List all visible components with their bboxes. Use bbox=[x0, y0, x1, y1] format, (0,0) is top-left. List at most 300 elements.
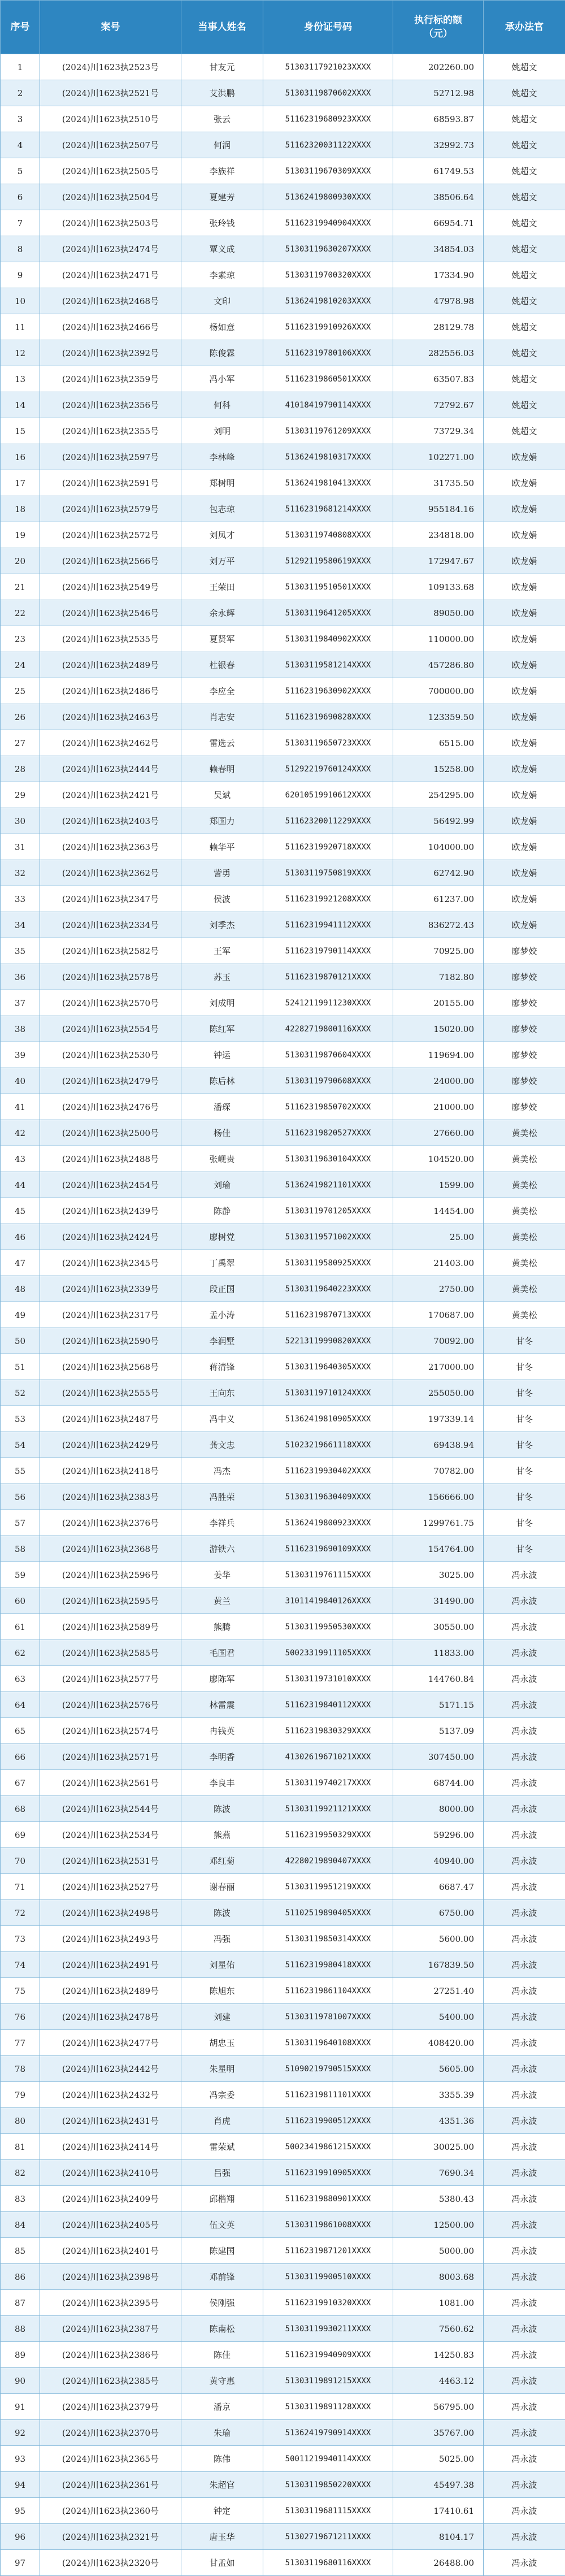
cell-amount: 47978.98 bbox=[393, 288, 484, 314]
cell-id-number: 51303119710124XXXX bbox=[263, 1380, 393, 1406]
cell-amount: 20155.00 bbox=[393, 990, 484, 1016]
cell-case-number: (2024)川1623执2479号 bbox=[40, 1068, 181, 1094]
table-row bbox=[1, 834, 565, 860]
table-row bbox=[1, 496, 565, 522]
cell-judge: 黄美松 bbox=[484, 1198, 565, 1224]
cell-party-name: 姜华 bbox=[181, 1562, 263, 1588]
cell-case-number: (2024)川1623执2361号 bbox=[40, 2472, 181, 2498]
cell-id-number: 51162319921208XXXX bbox=[263, 886, 393, 912]
cell-amount: 282556.03 bbox=[393, 340, 484, 366]
cell-id-number: 51362419810203XXXX bbox=[263, 288, 393, 314]
table-row bbox=[1, 2550, 565, 2576]
cell-id-number: 51303119630207XXXX bbox=[263, 236, 393, 262]
cell-amount: 5380.43 bbox=[393, 2186, 484, 2212]
cell-amount: 156666.00 bbox=[393, 1484, 484, 1510]
cell-id-number: 51162319850702XXXX bbox=[263, 1094, 393, 1120]
cell-amount: 32992.73 bbox=[393, 132, 484, 158]
cell-id-number: 51162319680923XXXX bbox=[263, 106, 393, 132]
cell-judge: 姚超文 bbox=[484, 340, 565, 366]
cell-case-number: (2024)川1623执2439号 bbox=[40, 1198, 181, 1224]
table-row bbox=[1, 2368, 565, 2394]
cell-id-number: 51162319830329XXXX bbox=[263, 1718, 393, 1744]
cell-judge: 廖梦姣 bbox=[484, 938, 565, 964]
cell-party-name: 邓红菊 bbox=[181, 1848, 263, 1874]
cell-id-number: 51303117921023XXXX bbox=[263, 54, 393, 80]
cell-judge: 黄美松 bbox=[484, 1250, 565, 1276]
cell-judge: 冯永波 bbox=[484, 2342, 565, 2368]
cell-judge: 廖梦姣 bbox=[484, 1094, 565, 1120]
cell-case-number: (2024)川1623执2510号 bbox=[40, 106, 181, 132]
cell-case-number: (2024)川1623执2478号 bbox=[40, 2004, 181, 2030]
cell-judge: 甘冬 bbox=[484, 1458, 565, 1484]
cell-id-number: 41302619671021XXXX bbox=[263, 1744, 393, 1770]
cell-case-number: (2024)川1623执2585号 bbox=[40, 1640, 181, 1666]
cell-judge: 廖梦姣 bbox=[484, 1016, 565, 1042]
cell-amount: 72792.67 bbox=[393, 392, 484, 418]
cell-amount: 234818.00 bbox=[393, 522, 484, 548]
cell-party-name: 熊燕 bbox=[181, 1822, 263, 1848]
cell-judge: 冯永波 bbox=[484, 2186, 565, 2212]
cell-amount: 59296.00 bbox=[393, 1822, 484, 1848]
cell-judge: 冯永波 bbox=[484, 2160, 565, 2186]
cell-party-name: 郑树明 bbox=[181, 470, 263, 496]
cell-case-number: (2024)川1623执2317号 bbox=[40, 1302, 181, 1328]
cell-judge: 冯永波 bbox=[484, 2212, 565, 2238]
cell-amount: 68744.00 bbox=[393, 1770, 484, 1796]
cell-party-name: 潘琛 bbox=[181, 1094, 263, 1120]
cell-case-number: (2024)川1623执2392号 bbox=[40, 340, 181, 366]
table-row bbox=[1, 2264, 565, 2290]
cell-amount: 5605.00 bbox=[393, 2056, 484, 2082]
cell-id-number: 51162319880901XXXX bbox=[263, 2186, 393, 2212]
cell-id-number: 51303119870604XXXX bbox=[263, 1042, 393, 1068]
cell-id-number: 51303119680116XXXX bbox=[263, 2550, 393, 2576]
cell-judge: 甘冬 bbox=[484, 1380, 565, 1406]
cell-party-name: 李润墅 bbox=[181, 1328, 263, 1354]
table-row bbox=[1, 808, 565, 834]
cell-judge: 冯永波 bbox=[484, 1640, 565, 1666]
cell-amount: 5600.00 bbox=[393, 1926, 484, 1952]
cell-id-number: 51362419810413XXXX bbox=[263, 470, 393, 496]
cell-judge: 冯永波 bbox=[484, 1692, 565, 1718]
cell-judge: 冯永波 bbox=[484, 2134, 565, 2160]
cell-judge: 甘冬 bbox=[484, 1510, 565, 1536]
cell-amount: 31735.50 bbox=[393, 470, 484, 496]
table-row bbox=[1, 236, 565, 262]
cell-id-number: 51303119840902XXXX bbox=[263, 626, 393, 652]
cell-party-name: 刘瑜 bbox=[181, 1172, 263, 1198]
cell-case-number: (2024)川1623执2582号 bbox=[40, 938, 181, 964]
cell-seq: 64 bbox=[1, 1692, 40, 1718]
cell-seq: 81 bbox=[1, 2134, 40, 2160]
table-row bbox=[1, 2186, 565, 2212]
cell-party-name: 王向东 bbox=[181, 1380, 263, 1406]
cell-case-number: (2024)川1623执2442号 bbox=[40, 2056, 181, 2082]
cell-id-number: 51162319811101XXXX bbox=[263, 2082, 393, 2108]
table-row bbox=[1, 314, 565, 340]
cell-amount: 17334.90 bbox=[393, 262, 484, 288]
cell-party-name: 苏玉 bbox=[181, 964, 263, 990]
cell-amount: 110000.00 bbox=[393, 626, 484, 652]
cell-party-name: 陈建国 bbox=[181, 2238, 263, 2264]
cell-judge: 冯永波 bbox=[484, 1978, 565, 2004]
table-row bbox=[1, 132, 565, 158]
table-row bbox=[1, 1952, 565, 1978]
table-row bbox=[1, 54, 565, 80]
cell-party-name: 潘京 bbox=[181, 2394, 263, 2420]
cell-case-number: (2024)川1623执2568号 bbox=[40, 1354, 181, 1380]
cell-case-number: (2024)川1623执2505号 bbox=[40, 158, 181, 184]
cell-case-number: (2024)川1623执2521号 bbox=[40, 80, 181, 106]
cell-judge: 黄美松 bbox=[484, 1302, 565, 1328]
cell-seq: 25 bbox=[1, 678, 40, 704]
cell-amount: 38506.64 bbox=[393, 184, 484, 210]
cell-case-number: (2024)川1623执2544号 bbox=[40, 1796, 181, 1822]
cell-id-number: 51303119681115XXXX bbox=[263, 2498, 393, 2524]
table-row bbox=[1, 2342, 565, 2368]
cell-party-name: 赖华平 bbox=[181, 834, 263, 860]
cell-party-name: 李素琼 bbox=[181, 262, 263, 288]
header-party-name: 当事人姓名 bbox=[181, 1, 263, 54]
cell-judge: 冯永波 bbox=[484, 1900, 565, 1926]
cell-seq: 78 bbox=[1, 2056, 40, 2082]
cell-amount: 5400.00 bbox=[393, 2004, 484, 2030]
cell-judge: 黄美松 bbox=[484, 1224, 565, 1250]
cell-id-number: 51162319900512XXXX bbox=[263, 2108, 393, 2134]
cell-party-name: 朱瑜 bbox=[181, 2420, 263, 2446]
cell-id-number: 51162319630902XXXX bbox=[263, 678, 393, 704]
cell-amount: 34854.03 bbox=[393, 236, 484, 262]
cell-party-name: 熊腾 bbox=[181, 1614, 263, 1640]
table-row bbox=[1, 1458, 565, 1484]
cell-case-number: (2024)川1623执2503号 bbox=[40, 210, 181, 236]
cell-seq: 70 bbox=[1, 1848, 40, 1874]
cell-id-number: 51162319940904XXXX bbox=[263, 210, 393, 236]
cell-judge: 冯永波 bbox=[484, 2056, 565, 2082]
cell-amount: 457286.80 bbox=[393, 652, 484, 678]
table-row bbox=[1, 210, 565, 236]
cell-amount: 102271.00 bbox=[393, 444, 484, 470]
cell-judge: 甘冬 bbox=[484, 1484, 565, 1510]
table-row bbox=[1, 1510, 565, 1536]
cell-seq: 61 bbox=[1, 1614, 40, 1640]
cell-case-number: (2024)川1623执2595号 bbox=[40, 1588, 181, 1614]
cell-amount: 700000.00 bbox=[393, 678, 484, 704]
table-row bbox=[1, 730, 565, 756]
cell-party-name: 钟运 bbox=[181, 1042, 263, 1068]
cell-id-number: 51303119761115XXXX bbox=[263, 1562, 393, 1588]
cell-judge: 冯永波 bbox=[484, 1770, 565, 1796]
cell-case-number: (2024)川1623执2474号 bbox=[40, 236, 181, 262]
table-row bbox=[1, 1146, 565, 1172]
cell-judge: 甘冬 bbox=[484, 1328, 565, 1354]
table-row bbox=[1, 2004, 565, 2030]
table-row bbox=[1, 1562, 565, 1588]
cell-judge: 欧龙娟 bbox=[484, 652, 565, 678]
cell-seq: 95 bbox=[1, 2498, 40, 2524]
cell-case-number: (2024)川1623执2549号 bbox=[40, 574, 181, 600]
cell-id-number: 52412119911230XXXX bbox=[263, 990, 393, 1016]
cell-case-number: (2024)川1623执2431号 bbox=[40, 2108, 181, 2134]
cell-case-number: (2024)川1623执2531号 bbox=[40, 1848, 181, 1874]
cell-party-name: 甘友元 bbox=[181, 54, 263, 80]
table-row bbox=[1, 1796, 565, 1822]
cell-id-number: 51303119921121XXXX bbox=[263, 1796, 393, 1822]
table-row bbox=[1, 288, 565, 314]
cell-party-name: 刘明 bbox=[181, 418, 263, 444]
table-row bbox=[1, 1900, 565, 1926]
table-row bbox=[1, 1640, 565, 1666]
cell-case-number: (2024)川1623执2487号 bbox=[40, 1406, 181, 1432]
cell-party-name: 陈南松 bbox=[181, 2316, 263, 2342]
cell-amount: 73729.34 bbox=[393, 418, 484, 444]
cell-case-number: (2024)川1623执2334号 bbox=[40, 912, 181, 938]
cell-id-number: 51162319690828XXXX bbox=[263, 704, 393, 730]
cell-id-number: 31011419840126XXXX bbox=[263, 1588, 393, 1614]
cell-id-number: 50011219940114XXXX bbox=[263, 2446, 393, 2472]
cell-judge: 冯永波 bbox=[484, 2004, 565, 2030]
cell-id-number: 51303119731010XXXX bbox=[263, 1666, 393, 1692]
cell-case-number: (2024)川1623执2454号 bbox=[40, 1172, 181, 1198]
cell-id-number: 51302719671211XXXX bbox=[263, 2524, 393, 2550]
cell-case-number: (2024)川1623执2546号 bbox=[40, 600, 181, 626]
cell-amount: 21000.00 bbox=[393, 1094, 484, 1120]
cell-party-name: 何润 bbox=[181, 132, 263, 158]
cell-judge: 冯永波 bbox=[484, 2524, 565, 2550]
cell-amount: 6750.00 bbox=[393, 1900, 484, 1926]
cell-seq: 35 bbox=[1, 938, 40, 964]
cell-party-name: 杜银春 bbox=[181, 652, 263, 678]
cell-seq: 77 bbox=[1, 2030, 40, 2056]
cell-id-number: 51162319950329XXXX bbox=[263, 1822, 393, 1848]
cell-judge: 廖梦姣 bbox=[484, 964, 565, 990]
cell-judge: 姚超文 bbox=[484, 210, 565, 236]
cell-amount: 836272.43 bbox=[393, 912, 484, 938]
cell-judge: 冯永波 bbox=[484, 2082, 565, 2108]
cell-case-number: (2024)川1623执2523号 bbox=[40, 54, 181, 80]
cell-party-name: 林雷震 bbox=[181, 1692, 263, 1718]
cell-amount: 5171.15 bbox=[393, 1692, 484, 1718]
cell-amount: 307450.00 bbox=[393, 1744, 484, 1770]
cell-judge: 冯永波 bbox=[484, 1744, 565, 1770]
cell-seq: 34 bbox=[1, 912, 40, 938]
cell-party-name: 冯杰 bbox=[181, 1458, 263, 1484]
cell-seq: 33 bbox=[1, 886, 40, 912]
cell-case-number: (2024)川1623执2386号 bbox=[40, 2342, 181, 2368]
cell-case-number: (2024)川1623执2498号 bbox=[40, 1900, 181, 1926]
cell-amount: 12500.00 bbox=[393, 2212, 484, 2238]
cell-party-name: 伍文英 bbox=[181, 2212, 263, 2238]
cell-case-number: (2024)川1623执2401号 bbox=[40, 2238, 181, 2264]
table-row bbox=[1, 704, 565, 730]
cell-judge: 欧龙娟 bbox=[484, 730, 565, 756]
cell-party-name: 陈波 bbox=[181, 1900, 263, 1926]
cell-seq: 60 bbox=[1, 1588, 40, 1614]
cell-id-number: 51162319860501XXXX bbox=[263, 366, 393, 392]
header-amount-text: 执行标的额（元） bbox=[407, 14, 470, 41]
cell-seq: 44 bbox=[1, 1172, 40, 1198]
cell-amount: 144760.84 bbox=[393, 1666, 484, 1692]
table-row bbox=[1, 1744, 565, 1770]
cell-amount: 6515.00 bbox=[393, 730, 484, 756]
cell-party-name: 朱星明 bbox=[181, 2056, 263, 2082]
cell-amount: 61749.53 bbox=[393, 158, 484, 184]
cell-judge: 冯永波 bbox=[484, 2290, 565, 2316]
cell-seq: 56 bbox=[1, 1484, 40, 1510]
cell-id-number: 51162320031122XXXX bbox=[263, 132, 393, 158]
cell-seq: 21 bbox=[1, 574, 40, 600]
cell-amount: 63507.83 bbox=[393, 366, 484, 392]
cell-party-name: 吕强 bbox=[181, 2160, 263, 2186]
cell-party-name: 陈后林 bbox=[181, 1068, 263, 1094]
cell-seq: 53 bbox=[1, 1406, 40, 1432]
table-row bbox=[1, 2524, 565, 2550]
cell-id-number: 51362419810317XXXX bbox=[263, 444, 393, 470]
cell-judge: 欧龙娟 bbox=[484, 470, 565, 496]
cell-party-name: 刘成明 bbox=[181, 990, 263, 1016]
cell-seq: 40 bbox=[1, 1068, 40, 1094]
cell-id-number: 51303119580925XXXX bbox=[263, 1250, 393, 1276]
cell-case-number: (2024)川1623执2591号 bbox=[40, 470, 181, 496]
cell-case-number: (2024)川1623执2320号 bbox=[40, 2550, 181, 2576]
cell-judge: 冯永波 bbox=[484, 2030, 565, 2056]
cell-judge: 冯永波 bbox=[484, 2420, 565, 2446]
cell-id-number: 51362419800923XXXX bbox=[263, 1510, 393, 1536]
cell-id-number: 51303119670309XXXX bbox=[263, 158, 393, 184]
table-row bbox=[1, 2030, 565, 2056]
cell-party-name: 冉钱英 bbox=[181, 1718, 263, 1744]
table-row bbox=[1, 2498, 565, 2524]
cell-id-number: 52213119990820XXXX bbox=[263, 1328, 393, 1354]
cell-id-number: 51303119740217XXXX bbox=[263, 1770, 393, 1796]
cell-case-number: (2024)川1623执2360号 bbox=[40, 2498, 181, 2524]
table-row bbox=[1, 1614, 565, 1640]
cell-judge: 黄美松 bbox=[484, 1120, 565, 1146]
cell-judge: 冯永波 bbox=[484, 2446, 565, 2472]
table-row bbox=[1, 80, 565, 106]
table-row bbox=[1, 2134, 565, 2160]
cell-judge: 姚超文 bbox=[484, 392, 565, 418]
cell-party-name: 肖志安 bbox=[181, 704, 263, 730]
cell-seq: 8 bbox=[1, 236, 40, 262]
cell-amount: 21403.00 bbox=[393, 1250, 484, 1276]
cell-judge: 欧龙娟 bbox=[484, 782, 565, 808]
cell-party-name: 甘孟如 bbox=[181, 2550, 263, 2576]
cell-case-number: (2024)川1623执2596号 bbox=[40, 1562, 181, 1588]
cell-case-number: (2024)川1623执2395号 bbox=[40, 2290, 181, 2316]
table-row bbox=[1, 1588, 565, 1614]
table-row bbox=[1, 1120, 565, 1146]
cell-id-number: 51303119870602XXXX bbox=[263, 80, 393, 106]
header-judge: 承办法官 bbox=[484, 1, 565, 54]
table-row bbox=[1, 1250, 565, 1276]
cell-seq: 57 bbox=[1, 1510, 40, 1536]
cell-judge: 欧龙娟 bbox=[484, 626, 565, 652]
cell-amount: 40940.00 bbox=[393, 1848, 484, 1874]
cell-judge: 欧龙娟 bbox=[484, 496, 565, 522]
table-row bbox=[1, 340, 565, 366]
cell-seq: 62 bbox=[1, 1640, 40, 1666]
table-row bbox=[1, 886, 565, 912]
cell-case-number: (2024)川1623执2321号 bbox=[40, 2524, 181, 2550]
cell-judge: 冯永波 bbox=[484, 2264, 565, 2290]
cell-id-number: 51303119581214XXXX bbox=[263, 652, 393, 678]
cell-seq: 89 bbox=[1, 2342, 40, 2368]
cell-case-number: (2024)川1623执2421号 bbox=[40, 782, 181, 808]
cell-amount: 7560.62 bbox=[393, 2316, 484, 2342]
cell-party-name: 唐玉华 bbox=[181, 2524, 263, 2550]
cell-seq: 4 bbox=[1, 132, 40, 158]
table-row bbox=[1, 574, 565, 600]
cell-seq: 55 bbox=[1, 1458, 40, 1484]
cell-case-number: (2024)川1623执2414号 bbox=[40, 2134, 181, 2160]
cell-case-number: (2024)川1623执2507号 bbox=[40, 132, 181, 158]
cell-seq: 92 bbox=[1, 2420, 40, 2446]
table-row bbox=[1, 1484, 565, 1510]
table-row bbox=[1, 1302, 565, 1328]
table-row bbox=[1, 444, 565, 470]
table-row bbox=[1, 158, 565, 184]
cell-id-number: 51162319681214XXXX bbox=[263, 496, 393, 522]
cell-amount: 104520.00 bbox=[393, 1146, 484, 1172]
cell-party-name: 钟定 bbox=[181, 2498, 263, 2524]
cell-case-number: (2024)川1623执2477号 bbox=[40, 2030, 181, 2056]
cell-case-number: (2024)川1623执2409号 bbox=[40, 2186, 181, 2212]
cell-judge: 冯永波 bbox=[484, 1562, 565, 1588]
cell-amount: 1081.00 bbox=[393, 2290, 484, 2316]
cell-amount: 2750.00 bbox=[393, 1276, 484, 1302]
cell-case-number: (2024)川1623执2365号 bbox=[40, 2446, 181, 2472]
cell-seq: 97 bbox=[1, 2550, 40, 2576]
table-row bbox=[1, 2160, 565, 2186]
cell-judge: 姚超文 bbox=[484, 132, 565, 158]
cell-amount: 5137.09 bbox=[393, 1718, 484, 1744]
table-row bbox=[1, 366, 565, 392]
cell-party-name: 黄守惠 bbox=[181, 2368, 263, 2394]
cell-id-number: 51303119750819XXXX bbox=[263, 860, 393, 886]
cell-amount: 27660.00 bbox=[393, 1120, 484, 1146]
cell-party-name: 余永辉 bbox=[181, 600, 263, 626]
cell-amount: 955184.16 bbox=[393, 496, 484, 522]
table-row bbox=[1, 548, 565, 574]
cell-seq: 17 bbox=[1, 470, 40, 496]
cell-amount: 202260.00 bbox=[393, 54, 484, 80]
table-row bbox=[1, 1094, 565, 1120]
cell-judge: 姚超文 bbox=[484, 158, 565, 184]
cell-party-name: 丁禹翠 bbox=[181, 1250, 263, 1276]
cell-seq: 79 bbox=[1, 2082, 40, 2108]
cell-judge: 欧龙娟 bbox=[484, 704, 565, 730]
table-row bbox=[1, 2316, 565, 2342]
cell-amount: 28129.78 bbox=[393, 314, 484, 340]
cell-seq: 87 bbox=[1, 2290, 40, 2316]
cell-judge: 冯永波 bbox=[484, 2472, 565, 2498]
cell-seq: 7 bbox=[1, 210, 40, 236]
cell-amount: 217000.00 bbox=[393, 1354, 484, 1380]
cell-seq: 1 bbox=[1, 54, 40, 80]
table-row bbox=[1, 1224, 565, 1250]
cell-id-number: 51162320011229XXXX bbox=[263, 808, 393, 834]
cell-case-number: (2024)川1623执2466号 bbox=[40, 314, 181, 340]
cell-seq: 59 bbox=[1, 1562, 40, 1588]
cell-amount: 7690.34 bbox=[393, 2160, 484, 2186]
table-row bbox=[1, 1016, 565, 1042]
cell-id-number: 51303119571002XXXX bbox=[263, 1224, 393, 1250]
cell-case-number: (2024)川1623执2589号 bbox=[40, 1614, 181, 1640]
table-row bbox=[1, 2108, 565, 2134]
cell-case-number: (2024)川1623执2578号 bbox=[40, 964, 181, 990]
cell-id-number: 51362419800930XXXX bbox=[263, 184, 393, 210]
